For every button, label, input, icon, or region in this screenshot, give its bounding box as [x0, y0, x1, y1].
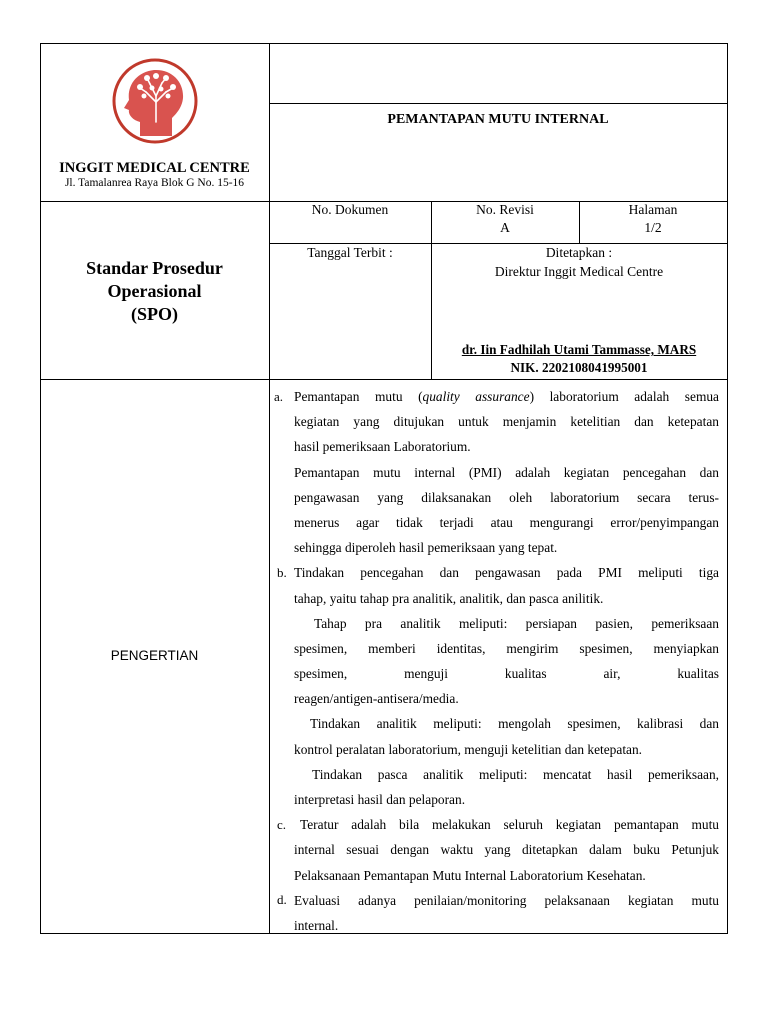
line-01: Pemantapan mutu (quality assurance) laboratorium adalah semua	[294, 389, 719, 404]
line-21: Evaluasi adanya penilaian/monitoring pelaksanaan kegiatan mutu	[294, 892, 719, 908]
line-20: Pelaksanaan Pemantapan Mutu Internal Laboratorium Kesehatan.	[294, 867, 646, 883]
line-12: spesimen, menguji kualitas air, kualitas	[294, 666, 719, 682]
line-02: kegiatan yang ditujukan untuk menjamin ketelitian dan ketepatan	[294, 414, 719, 430]
direktur-label: Direktur Inggit Medical Centre	[494, 264, 664, 279]
column-divider	[269, 43, 270, 934]
quality-assurance-term: quality assurance	[422, 389, 530, 404]
table-border-top	[40, 43, 728, 44]
title-row-divider	[269, 103, 728, 104]
line-15: kontrol peralatan laboratorium, menguji ketelitian dan ketepatan.	[294, 741, 643, 757]
spo-line-3: (SPO)	[131, 304, 178, 324]
tanggal-terbit-label: Tanggal Terbit :	[307, 245, 393, 260]
line-11: spesimen, memberi identitas, mengirim spesimen, menyiapkan	[294, 640, 719, 656]
meta-row-divider	[269, 243, 728, 244]
meta-bottom-border	[40, 379, 728, 380]
line-19: internal sesuai dengan waktu yang ditetapkan dalam buku Petunjuk	[294, 842, 719, 858]
line-22: internal.	[294, 917, 339, 933]
line-17: interpretasi hasil dan pelaporan.	[294, 792, 466, 807]
halaman-value: 1/2	[644, 220, 662, 235]
marker-b: b.	[277, 565, 287, 580]
definition-body	[294, 384, 719, 938]
line-18: Teratur adalah bila melakukan seluruh kegiatan pemantapan mutu	[300, 817, 719, 833]
line-14: Tindakan analitik meliputi: mengolah spesimen, kalibrasi dan	[310, 716, 719, 732]
signatory-name: dr. Iin Fadhilah Utami Tammasse, MARS	[461, 342, 697, 357]
line-09: tahap, yaitu tahap pra analitik, analitik, dan pasca anilitik.	[294, 590, 604, 606]
table-border-right	[727, 43, 728, 934]
spo-line-2: Operasional	[107, 281, 202, 301]
org-name: INGGIT MEDICAL CENTRE	[59, 160, 250, 176]
clinic-logo	[110, 56, 200, 146]
line-03: hasil pemeriksaan Laboratorium.	[294, 439, 471, 455]
signatory-nik: NIK. 2202108041995001	[510, 360, 648, 375]
marker-d: d.	[277, 892, 287, 907]
no-dokumen-label: No. Dokumen	[311, 202, 389, 217]
no-revisi-label: No. Revisi	[476, 202, 534, 217]
line-10: Tahap pra analitik meliputi: persiapan pasien, pemeriksaan	[314, 615, 719, 631]
halaman-label: Halaman	[628, 202, 678, 217]
line-04: Pemantapan mutu internal (PMI) adalah kegiatan pencegahan dan	[294, 464, 719, 480]
line-06: menerus agar tidak terjadi atau mengurangi error/penyimpangan	[294, 514, 719, 530]
line-05: pengawasan yang dilaksanakan oleh laboratorium secara terus-	[294, 489, 719, 505]
spo-line-1: Standar Prosedur	[86, 258, 223, 278]
line-13: reagen/antigen-antisera/media.	[294, 691, 459, 707]
marker-a: a.	[274, 389, 284, 404]
document-title: PEMANTAPAN MUTU INTERNAL	[387, 112, 609, 127]
marker-c: c.	[277, 817, 287, 832]
ditetapkan-label: Ditetapkan :	[545, 245, 613, 260]
org-address: Jl. Tamalanrea Raya Blok G No. 15-16	[64, 177, 245, 189]
no-revisi-value: A	[500, 220, 510, 235]
line-08: Tindakan pencegahan dan pengawasan pada PMI meliputi tiga	[294, 565, 719, 581]
section-label: PENGERTIAN	[110, 648, 199, 663]
line-16: Tindakan pasca analitik meliputi: mencatat hasil pemeriksaan,	[312, 766, 719, 782]
line-07: sehingga diperoleh hasil pemeriksaan yang tepat.	[294, 540, 558, 556]
